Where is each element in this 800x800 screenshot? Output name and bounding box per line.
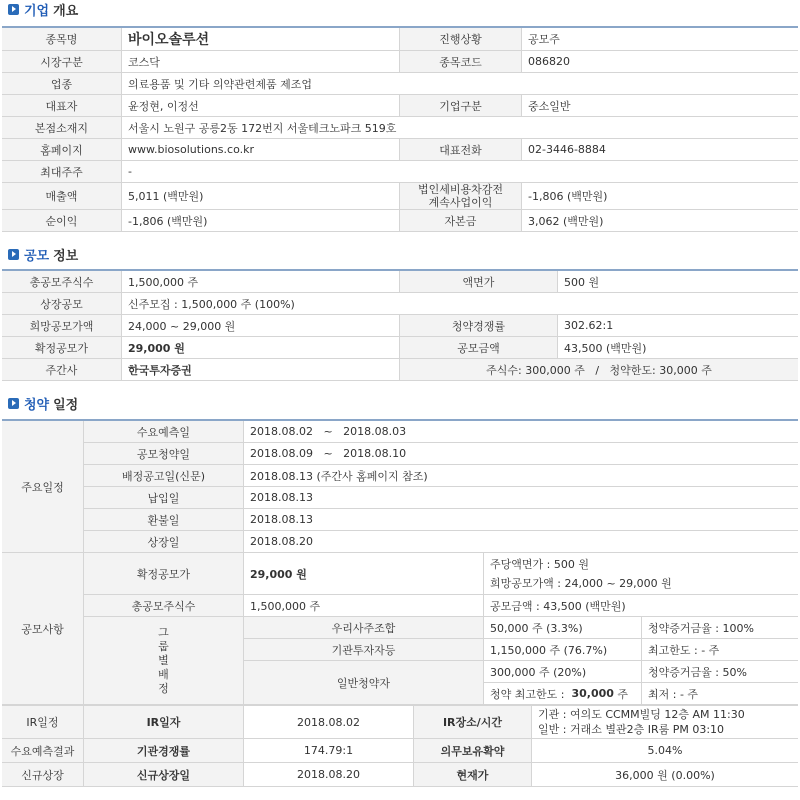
group-name-institution: 기관투자자등 bbox=[244, 639, 484, 660]
label-ir-place: IR장소/시간 bbox=[414, 706, 532, 738]
group-name-retail: 일반청약자 bbox=[244, 661, 484, 704]
group-qty: 300,000 주 (20%) bbox=[484, 661, 642, 682]
underwriter-value: 한국투자증권 bbox=[122, 359, 400, 380]
address-value: 서울시 노원구 공릉2동 172번지 서울테크노파크 519호 bbox=[122, 117, 798, 138]
group-note: 최고한도 : - 주 bbox=[642, 639, 798, 660]
current-price: 36,000 원 (0.00%) bbox=[532, 763, 798, 786]
pretax-income-value: -1,806 (백만원) bbox=[522, 183, 798, 209]
label-net-income: 순이익 bbox=[2, 210, 122, 231]
competition-rate-value: 302.62:1 bbox=[558, 315, 798, 336]
label-capital: 자본금 bbox=[400, 210, 522, 231]
label-total-shares: 총공모주식수 bbox=[2, 271, 122, 292]
ir-date: 2018.08.02 bbox=[244, 706, 414, 738]
table-row bbox=[2, 139, 798, 161]
group-label-char: 별 bbox=[158, 653, 169, 667]
table-row bbox=[2, 51, 798, 73]
table-row bbox=[2, 183, 798, 210]
label-lockup: 의무보유확약 bbox=[414, 739, 532, 762]
schedule-row bbox=[84, 421, 798, 443]
main-schedule-block bbox=[2, 421, 798, 553]
table-row bbox=[2, 28, 798, 51]
section-title-company: 기업 개요 bbox=[0, 0, 800, 18]
par-hope-info bbox=[484, 553, 798, 594]
stock-code: 086820 bbox=[522, 51, 798, 72]
company-table bbox=[2, 26, 798, 232]
label-pretax-income bbox=[400, 183, 522, 209]
table-row bbox=[2, 161, 798, 183]
allotment-notice-date: 2018.08.13 (주간사 홈페이지 참조) bbox=[244, 465, 798, 486]
schedule-row bbox=[84, 487, 798, 509]
label-competition-rate: 청약경쟁률 bbox=[400, 315, 558, 336]
subscription-date: 2018.08.09 ~ 2018.08.10 bbox=[244, 443, 798, 464]
group-rows bbox=[244, 617, 798, 704]
schedule-row bbox=[84, 465, 798, 487]
major-shareholder-value: - bbox=[122, 161, 798, 182]
ir-place-institution: 기관 : 여의도 CCMM빌딩 12층 AM 11:30 bbox=[538, 708, 745, 721]
group-qty: 50,000 주 (3.3%) bbox=[484, 617, 642, 638]
schedule-row bbox=[84, 531, 798, 552]
group-label-char: 룹 bbox=[158, 639, 169, 653]
offer-amount-value: 43,500 (백만원) bbox=[558, 337, 798, 358]
phone-value: 02-3446-8884 bbox=[522, 139, 798, 160]
demand-forecast-date: 2018.08.02 ~ 2018.08.03 bbox=[244, 421, 798, 442]
table-row bbox=[2, 293, 798, 315]
label-ir-schedule: IR일정 bbox=[2, 706, 84, 738]
net-income-value: -1,806 (백만원) bbox=[122, 210, 400, 231]
new-listing-row bbox=[2, 763, 798, 787]
label-pretax-line2: 계속사업이익 bbox=[428, 196, 493, 209]
confirmed-price-value: 29,000 원 bbox=[244, 553, 484, 594]
label-total-shares: 총공모주식수 bbox=[84, 595, 244, 616]
ir-row bbox=[2, 705, 798, 739]
label-revenue: 매출액 bbox=[2, 183, 122, 209]
label-offer-amount: 공모금액 bbox=[400, 337, 558, 358]
par-text: 주당액면가 : 500 원 bbox=[490, 557, 589, 571]
table-row bbox=[2, 337, 798, 359]
payment-date: 2018.08.13 bbox=[244, 487, 798, 508]
label-confirmed-price: 확정공모가 bbox=[2, 337, 122, 358]
label-allotment-notice: 배정공고일(신문) bbox=[84, 465, 244, 486]
label-listing-offer: 상장공모 bbox=[2, 293, 122, 314]
label-demand-result: 수요예측결과 bbox=[2, 739, 84, 762]
label-offer-details: 공모사항 bbox=[2, 553, 84, 704]
listing-offer-value: 신주모집 : 1,500,000 주 (100%) bbox=[122, 293, 798, 314]
group-note: 청약증거금율 : 100% bbox=[642, 617, 798, 638]
schedule-row bbox=[84, 443, 798, 465]
ir-place bbox=[532, 706, 798, 738]
label-market: 시장구분 bbox=[2, 51, 122, 72]
table-row bbox=[2, 271, 798, 293]
label-phone: 대표전화 bbox=[400, 139, 522, 160]
label-demand-forecast: 수요예측일 bbox=[84, 421, 244, 442]
label-company-type: 기업구분 bbox=[400, 95, 522, 116]
new-listing-date: 2018.08.20 bbox=[244, 763, 414, 786]
label-ceo: 대표자 bbox=[2, 95, 122, 116]
label-ir-date: IR일자 bbox=[84, 706, 244, 738]
company-type-value: 중소일반 bbox=[522, 95, 798, 116]
label-stock-name: 종목명 bbox=[2, 28, 122, 50]
hope-price-value: 24,000 ~ 29,000 원 bbox=[122, 315, 400, 336]
retail-row bbox=[484, 661, 798, 683]
table-row bbox=[2, 95, 798, 117]
retail-min: 최저 : - 주 bbox=[642, 683, 798, 704]
label-pretax-line1: 법인세비용차감전 bbox=[417, 183, 503, 196]
label-listing-date: 상장일 bbox=[84, 531, 244, 552]
offer-details-block bbox=[2, 553, 798, 705]
label-underwriter: 주간사 bbox=[2, 359, 122, 380]
label-subscription-date: 공모청약일 bbox=[84, 443, 244, 464]
table-row bbox=[2, 359, 798, 381]
label-confirmed-price: 확정공모가 bbox=[84, 553, 244, 594]
confirmed-price-value: 29,000 원 bbox=[122, 337, 400, 358]
listing-date: 2018.08.20 bbox=[244, 531, 798, 552]
label-par-value: 액면가 bbox=[400, 271, 558, 292]
label-status: 진행상황 bbox=[400, 28, 522, 50]
demand-result-row bbox=[2, 739, 798, 763]
group-note: 청약증거금율 : 50% bbox=[642, 661, 798, 682]
institution-competition: 174.79:1 bbox=[244, 739, 414, 762]
group-label-char: 그 bbox=[158, 625, 169, 639]
lockup-value: 5.04% bbox=[532, 739, 798, 762]
homepage-link[interactable]: www.biosolutions.co.kr bbox=[122, 139, 400, 160]
label-homepage: 홈페이지 bbox=[2, 139, 122, 160]
section-bullet-icon bbox=[8, 4, 19, 15]
schedule-table bbox=[2, 419, 798, 787]
refund-date: 2018.08.13 bbox=[244, 509, 798, 530]
stock-name: 바이오솔루션 bbox=[122, 28, 400, 50]
group-allocation bbox=[84, 617, 798, 704]
offer-details-rows bbox=[84, 553, 798, 704]
section-bullet-icon bbox=[8, 249, 19, 260]
revenue-value: 5,011 (백만원) bbox=[122, 183, 400, 209]
label-refund-date: 환불일 bbox=[84, 509, 244, 530]
group-row bbox=[244, 661, 798, 704]
label-group-allocation bbox=[84, 617, 244, 704]
par-value: 500 원 bbox=[558, 271, 798, 292]
table-row bbox=[2, 315, 798, 337]
ir-place-retail: 일반 : 거래소 별관2층 IR룸 PM 03:10 bbox=[538, 723, 725, 736]
offer-row-total bbox=[84, 595, 798, 617]
retail-details bbox=[484, 661, 798, 704]
label-hope-price: 희망공모가액 bbox=[2, 315, 122, 336]
offer-row-confirmed bbox=[84, 553, 798, 595]
limit-suffix: 주 bbox=[613, 687, 629, 701]
group-label-char: 배 bbox=[158, 667, 169, 681]
label-main-schedule: 주요일정 bbox=[2, 421, 84, 552]
industry-value: 의료용품 및 기타 의약관련제품 제조업 bbox=[122, 73, 798, 94]
total-shares-value: 1,500,000 주 bbox=[122, 271, 400, 292]
group-name-employee: 우리사주조합 bbox=[244, 617, 484, 638]
offering-table bbox=[2, 269, 798, 381]
section-title-schedule: 청약 일정 bbox=[0, 394, 800, 412]
status-value: 공모주 bbox=[522, 28, 798, 50]
capital-value: 3,062 (백만원) bbox=[522, 210, 798, 231]
table-row bbox=[2, 117, 798, 139]
limit-value: 30,000 bbox=[571, 687, 614, 700]
underwriter-allocation: 주식수: 300,000 주 / 청약한도: 30,000 주 bbox=[400, 359, 798, 380]
group-row bbox=[244, 617, 798, 639]
label-current-price: 현재가 bbox=[414, 763, 532, 786]
label-new-listing: 신규상장 bbox=[2, 763, 84, 786]
label-address: 본점소재지 bbox=[2, 117, 122, 138]
offer-amount-text: 공모금액 : 43,500 (백만원) bbox=[484, 595, 798, 616]
ceo-value: 윤정현, 이정선 bbox=[122, 95, 400, 116]
table-row bbox=[2, 210, 798, 232]
retail-row bbox=[484, 683, 798, 704]
label-industry: 업종 bbox=[2, 73, 122, 94]
label-stock-code: 종목코드 bbox=[400, 51, 522, 72]
label-institution-competition: 기관경쟁률 bbox=[84, 739, 244, 762]
table-row bbox=[2, 73, 798, 95]
hope-text: 희망공모가액 : 24,000 ~ 29,000 원 bbox=[490, 576, 672, 590]
main-schedule-rows bbox=[84, 421, 798, 552]
limit-prefix: 청약 최고한도 : bbox=[490, 687, 572, 701]
section-bullet-icon bbox=[8, 398, 19, 409]
schedule-row bbox=[84, 509, 798, 531]
group-qty: 1,150,000 주 (76.7%) bbox=[484, 639, 642, 660]
market-value: 코스닥 bbox=[122, 51, 400, 72]
label-new-listing-date: 신규상장일 bbox=[84, 763, 244, 786]
label-payment-date: 납입일 bbox=[84, 487, 244, 508]
label-major-shareholder: 최대주주 bbox=[2, 161, 122, 182]
group-label-char: 정 bbox=[158, 681, 169, 695]
section-title-offering: 공모 정보 bbox=[0, 245, 800, 263]
total-shares-value: 1,500,000 주 bbox=[244, 595, 484, 616]
retail-max-limit bbox=[484, 683, 642, 704]
group-row bbox=[244, 639, 798, 661]
